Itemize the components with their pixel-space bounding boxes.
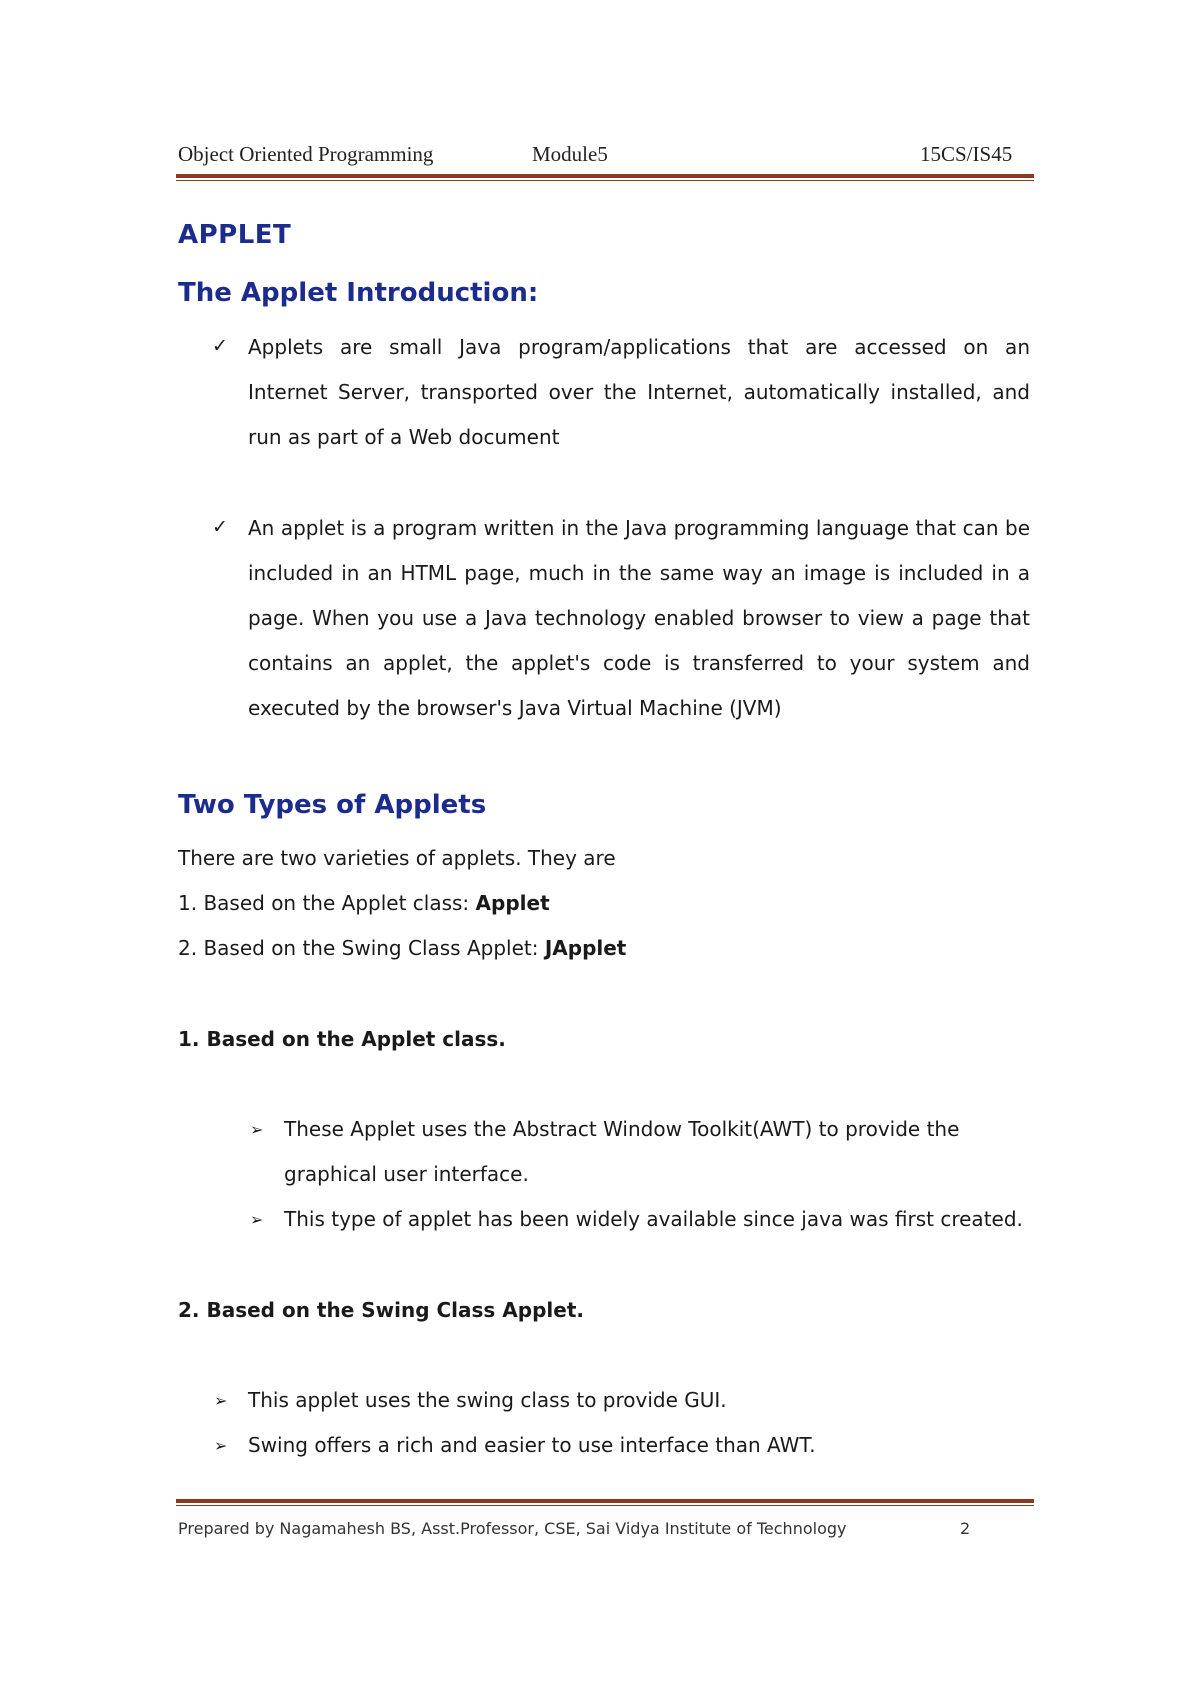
footer-text: Prepared by Nagamahesh BS, Asst.Professor, CSE, Sai Vidya Institute of Technology: [178, 1519, 847, 1538]
arrow-bullet-icon: ➢: [250, 1210, 264, 1229]
section1-bullet1-line1: These Applet uses the Abstract Window Toolkit(AWT) to provide the: [284, 1117, 960, 1141]
header-module: Module5: [532, 142, 608, 166]
header-rule: [176, 174, 1034, 178]
arrow-bullet-icon: ➢: [214, 1436, 228, 1455]
intro-heading: The Applet Introduction:: [178, 278, 539, 308]
page-number: 2: [960, 1519, 971, 1538]
page-title: APPLET: [178, 220, 292, 250]
section2-heading: 2. Based on the Swing Class Applet.: [178, 1298, 584, 1322]
intro-bullet2-line5: executed by the browser's Java Virtual Machine (JVM): [248, 696, 782, 720]
section2-bullet1: This applet uses the swing class to provide GUI.: [248, 1388, 727, 1412]
intro-bullet1-line1: Applets are small Java program/applications that are accessed on an: [248, 335, 1030, 359]
intro-bullet2-line2: included in an HTML page, much in the same way an image is included in a: [248, 561, 1030, 585]
intro-bullet1-line3: run as part of a Web document: [248, 425, 560, 449]
intro-bullet2-line3: page. When you use a Java technology enabled browser to view a page that: [248, 606, 1030, 630]
types-item-2: [178, 936, 626, 960]
header-code: 15CS/IS45: [920, 142, 1013, 166]
header-course: Object Oriented Programming: [178, 142, 434, 166]
check-icon: ✓: [212, 516, 228, 538]
intro-bullet2-line4: contains an applet, the applet's code is transferred to your system and: [248, 651, 1030, 675]
arrow-bullet-icon: ➢: [214, 1391, 228, 1410]
section1-heading: 1. Based on the Applet class.: [178, 1027, 506, 1051]
footer-rule-thin: [176, 1505, 1034, 1506]
types-item-2-bold: JApplet: [544, 936, 627, 960]
intro-bullet1-line2: Internet Server, transported over the Internet, automatically installed, and: [248, 380, 1030, 404]
types-item-2-prefix: 2. Based on the Swing Class Applet:: [178, 936, 545, 960]
intro-bullet2-line1: An applet is a program written in the Java programming language that can be: [248, 516, 1030, 540]
section2-bullet2: Swing offers a rich and easier to use interface than AWT.: [248, 1433, 816, 1457]
types-item-1: [178, 891, 550, 915]
arrow-bullet-icon: ➢: [250, 1120, 264, 1139]
header-rule-thin: [176, 180, 1034, 181]
types-intro: There are two varieties of applets. They are: [178, 846, 616, 870]
types-item-1-prefix: 1. Based on the Applet class:: [178, 891, 476, 915]
section1-bullet2: This type of applet has been widely available since java was first created.: [284, 1207, 1023, 1231]
types-heading: Two Types of Applets: [178, 790, 487, 820]
section1-bullet1-line2: graphical user interface.: [284, 1162, 529, 1186]
footer-rule: [176, 1499, 1034, 1503]
check-icon: ✓: [212, 335, 228, 357]
types-item-1-bold: Applet: [475, 891, 550, 915]
